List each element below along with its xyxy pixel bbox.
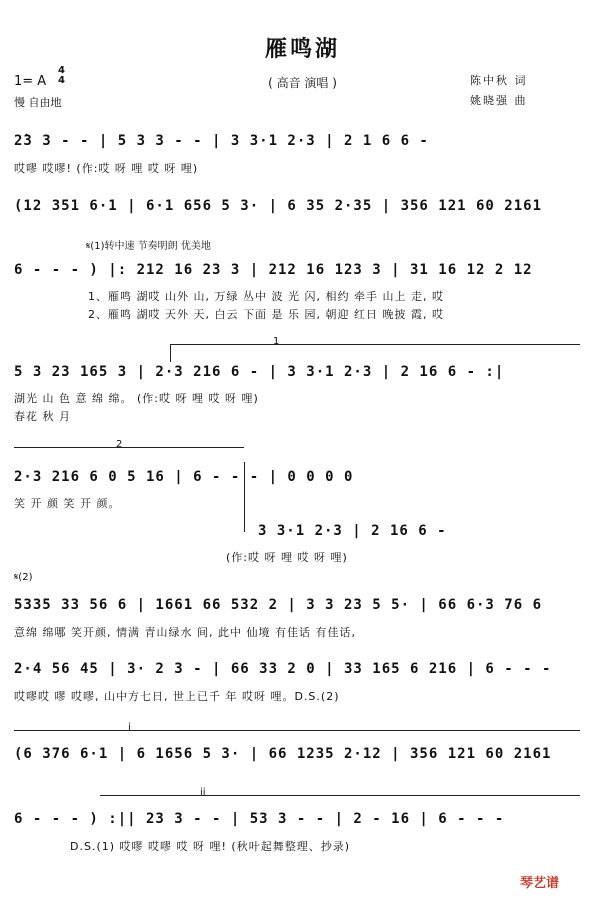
- volta-label-1: 1: [273, 336, 280, 347]
- score-notes-row-7: 2·4 56 45 | 3· 2 3 - | 66 33 2 0 | 33 165 6 216 | 6 - - -: [14, 661, 552, 677]
- volta-label-2: 2: [116, 439, 123, 450]
- performance-note: ( 高音 演唱 ): [268, 76, 337, 90]
- volta-bracket-ii: [100, 795, 580, 796]
- score-notes-row-3: 6 - - - ) |: 212 16 23 3 | 212 16 123 3 | 31 16 12 2 12: [14, 262, 533, 278]
- composer-credit: 姚晓强 曲: [470, 94, 528, 107]
- segno-marker-2: 𝄋(2): [14, 572, 33, 583]
- lyrics-row-6-line-1: 意绵 绵哪 笑开颜, 情满 青山绿水 间, 此中 仙境 有佳话 有佳话,: [14, 626, 356, 639]
- score-notes-row-9: 6 - - - ) :|| 23 3 - - | 53 3 - - | 2 - 16 | 6 - - -: [14, 811, 505, 827]
- lyrics-row-3-line-1: 1、雁鸣 湖哎 山外 山, 万绿 丛中 波 光 闪, 相约 牵手 山上 走, 哎: [88, 290, 444, 303]
- lyrics-row-3-line-2: 2、雁鸣 湖哎 天外 天, 白云 下面 是 乐 园, 朝迎 红日 晚披 霞, 哎: [88, 308, 444, 321]
- score-notes-row-8: (6 376 6·1 | 6 1656 5 3· | 66 1235 2·12 | 356 121 60 2161: [14, 746, 552, 762]
- lyrics-row-9-line-1: D.S.(1) 哎嘐 哎嘐 哎 呀 哩! (秋叶起舞整理、抄录): [70, 840, 350, 853]
- volta-label-ii: ii: [200, 787, 206, 798]
- lyrics-row-5b-line-1: (作:哎 呀 哩 哎 呀 哩): [226, 551, 348, 564]
- lyrics-row-1-line-1: 哎嘐 哎嘐! (作:哎 呀 哩 哎 呀 哩): [14, 162, 199, 175]
- volta-bracket-1: [170, 344, 580, 345]
- volta-label-i: i: [128, 722, 131, 733]
- time-signature-top: 4: [58, 65, 65, 76]
- score-notes-row-5b: 3 3·1 2·3 | 2 16 6 -: [258, 523, 447, 539]
- score-notes-row-4: 5 3 23 165 3 | 2·3 216 6 - | 3 3·1 2·3 | 2 16 6 - :|: [14, 364, 505, 380]
- page-title: 雁鸣湖: [264, 37, 340, 62]
- score-notes-row-6: 5335 33 56 6 | 1661 66 532 2 | 3 3 23 5 5· | 66 6·3 76 6: [14, 597, 543, 613]
- key-signature: 1= A: [14, 74, 47, 89]
- volta-bracket-2: [14, 447, 244, 448]
- lyrics-row-5-line-1: 笑 开 颜 笑 开 颜。: [14, 497, 121, 510]
- brand-logo: 琴艺谱: [520, 876, 560, 891]
- lyrics-row-4-line-1: 湖光 山 色 意 绵 绵。 (作:哎 呀 哩 哎 呀 哩): [14, 392, 259, 405]
- time-signature-bottom: 4: [58, 75, 65, 86]
- score-notes-row-2: (12 351 6·1 | 6·1 656 5 3· | 6 35 2·35 | 356 121 60 2161: [14, 198, 543, 214]
- score-notes-row-5: 2·3 216 6 0 5 16 | 6 - - - | 0 0 0 0: [14, 469, 354, 485]
- tempo-marking: 慢 自由地: [14, 96, 62, 109]
- segno-marker-1: 𝄋(1)转中速 节奏明朗 优美地: [86, 241, 211, 252]
- time-signature: [58, 66, 65, 86]
- lyricist-credit: 陈中秋 词: [470, 74, 528, 87]
- volta-bracket-i: [14, 730, 580, 731]
- volta-bracket-1-left-edge: [170, 344, 171, 362]
- lyrics-row-4-line-2: 春花 秋 月: [14, 410, 71, 423]
- lyrics-row-7-line-1: 哎嘐哎 嘐 哎嘐, 山中方七日, 世上已千 年 哎呀 哩。D.S.(2): [14, 690, 340, 703]
- score-notes-row-1: 2̇3 3 - - | 5 3 3 - - | 3 3·1 2·3 | 2 1 6 6 -: [14, 133, 429, 149]
